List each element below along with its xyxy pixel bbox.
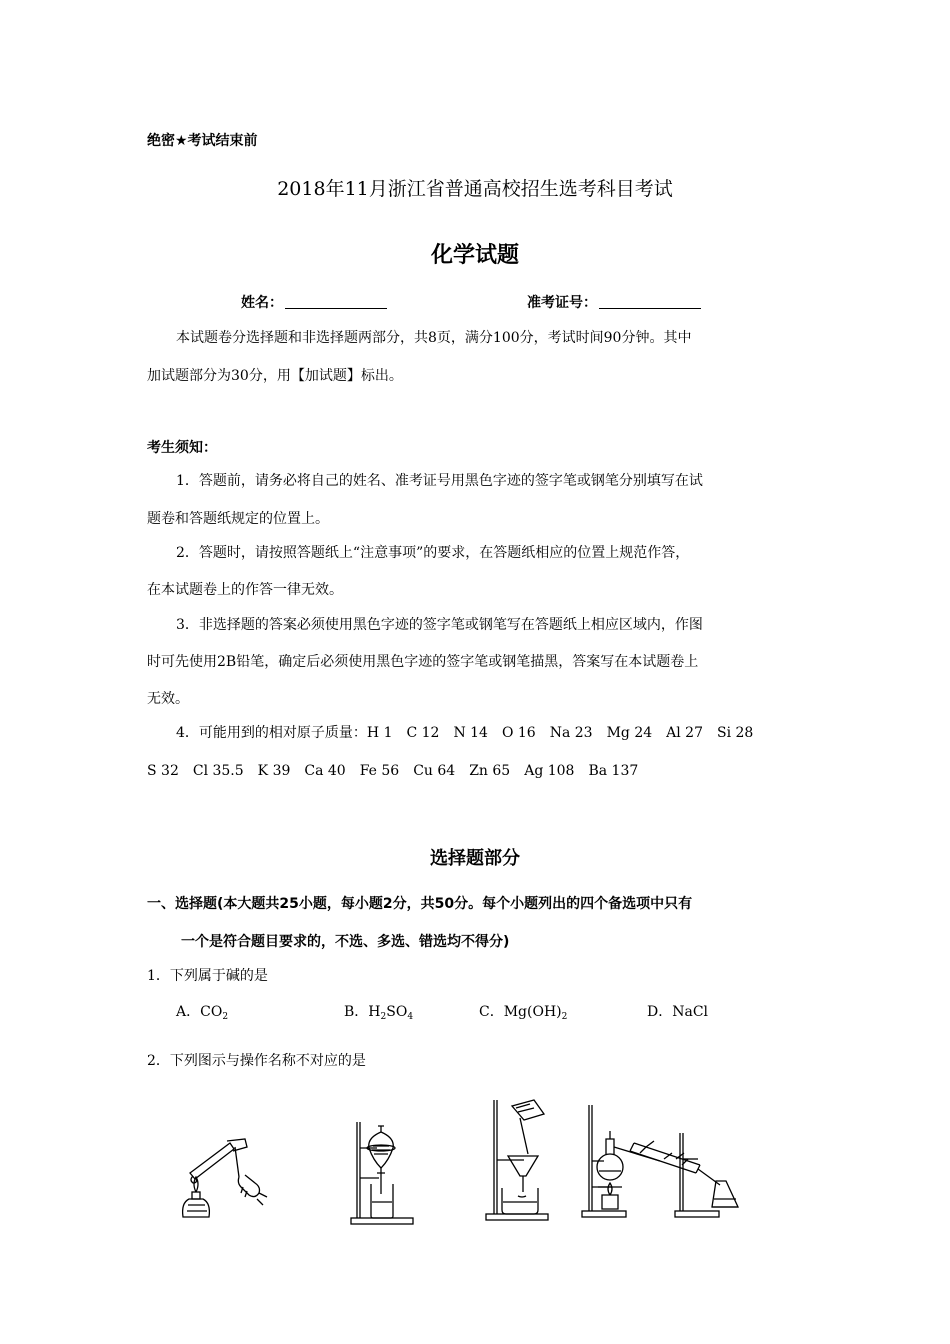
question-1-stem: 1．下列属于碱的是 <box>147 968 268 984</box>
distillation-icon <box>580 1103 748 1223</box>
option-label: A． <box>176 1004 201 1020</box>
name-field <box>241 292 387 312</box>
notice-line: 3．非选择题的答案必须使用黑色字迹的签字笔或钢笔写在答题纸上相应区域内，作图 <box>176 617 703 633</box>
intro-line-1: 本试题卷分选择题和非选择题两部分，共8页，满分100分，考试时间90分钟。其中 <box>176 330 692 346</box>
atomic-masses-line-1: 4．可能用到的相对原子质量：H 1 C 12 N 14 O 16 Na 23 Mg 24 Al 27 Si 28 <box>176 725 754 741</box>
subscript: 2 <box>561 1012 568 1022</box>
id-label: 准考证号： <box>527 295 597 311</box>
formula-text: SO <box>386 1004 408 1020</box>
question-2-stem: 2．下列图示与操作名称不对应的是 <box>147 1053 366 1069</box>
heating-test-tube-icon <box>175 1125 275 1225</box>
section-heading-line-1: 一、选择题(本大题共25小题，每小题2分，共50分。每个小题列出的四个备选项中只有 <box>147 896 693 912</box>
option-c <box>479 1001 567 1022</box>
notice-line: 在本试题卷上的作答一律无效。 <box>147 582 343 598</box>
intro-line-2: 加试题部分为30分，用【加试题】标出。 <box>147 368 403 384</box>
option-label: C． <box>479 1004 504 1020</box>
formula-text: H <box>368 1004 381 1020</box>
id-blank-line <box>599 294 701 309</box>
secret-label: 绝密★考试结束前 <box>147 133 258 149</box>
subscript: 2 <box>222 1012 229 1022</box>
notice-line: 2．答题时，请按照答题纸上“注意事项”的要求，在答题纸相应的位置上规范作答， <box>176 545 690 561</box>
notice-line: 1．答题前，请务必将自己的姓名、准考证号用黑色字迹的签字笔或钢笔分别填写在试 <box>176 473 703 489</box>
formula-text: NaCl <box>672 1004 709 1020</box>
notice-line: 无效。 <box>147 691 189 707</box>
notice-line: 题卷和答题纸规定的位置上。 <box>147 511 329 527</box>
formula-text: CO <box>200 1004 223 1020</box>
id-field <box>527 292 701 312</box>
option-d <box>647 1001 708 1021</box>
separatory-funnel-icon <box>345 1118 425 1226</box>
name-label: 姓名： <box>241 295 283 311</box>
notice-line: 时可先使用2B铅笔，确定后必须使用黑色字迹的签字笔或钢笔描黑，答案写在本试题卷上 <box>147 654 699 670</box>
subject-title: 化学试题 <box>430 243 519 268</box>
atomic-masses-line-2: S 32 Cl 35.5 K 39 Ca 40 Fe 56 Cu 64 Zn 65 Ag 108 Ba 137 <box>147 763 639 779</box>
option-a <box>176 1001 228 1022</box>
option-label: D． <box>647 1004 673 1020</box>
notice-title: 考生须知： <box>147 440 217 456</box>
formula-text: Mg(OH) <box>503 1004 562 1020</box>
option-b <box>344 1001 413 1022</box>
section-heading-line-2: 一个是符合题目要求的，不选、多选、错选均不得分) <box>181 934 510 950</box>
subscript: 4 <box>407 1012 414 1022</box>
exam-title: 2018年11月浙江省普通高校招生选考科目考试 <box>277 178 673 200</box>
section-title: 选择题部分 <box>430 848 520 869</box>
option-label: B． <box>344 1004 369 1020</box>
subscript: 2 <box>380 1012 387 1022</box>
filtration-icon <box>478 1096 558 1224</box>
name-blank-line <box>285 294 387 309</box>
